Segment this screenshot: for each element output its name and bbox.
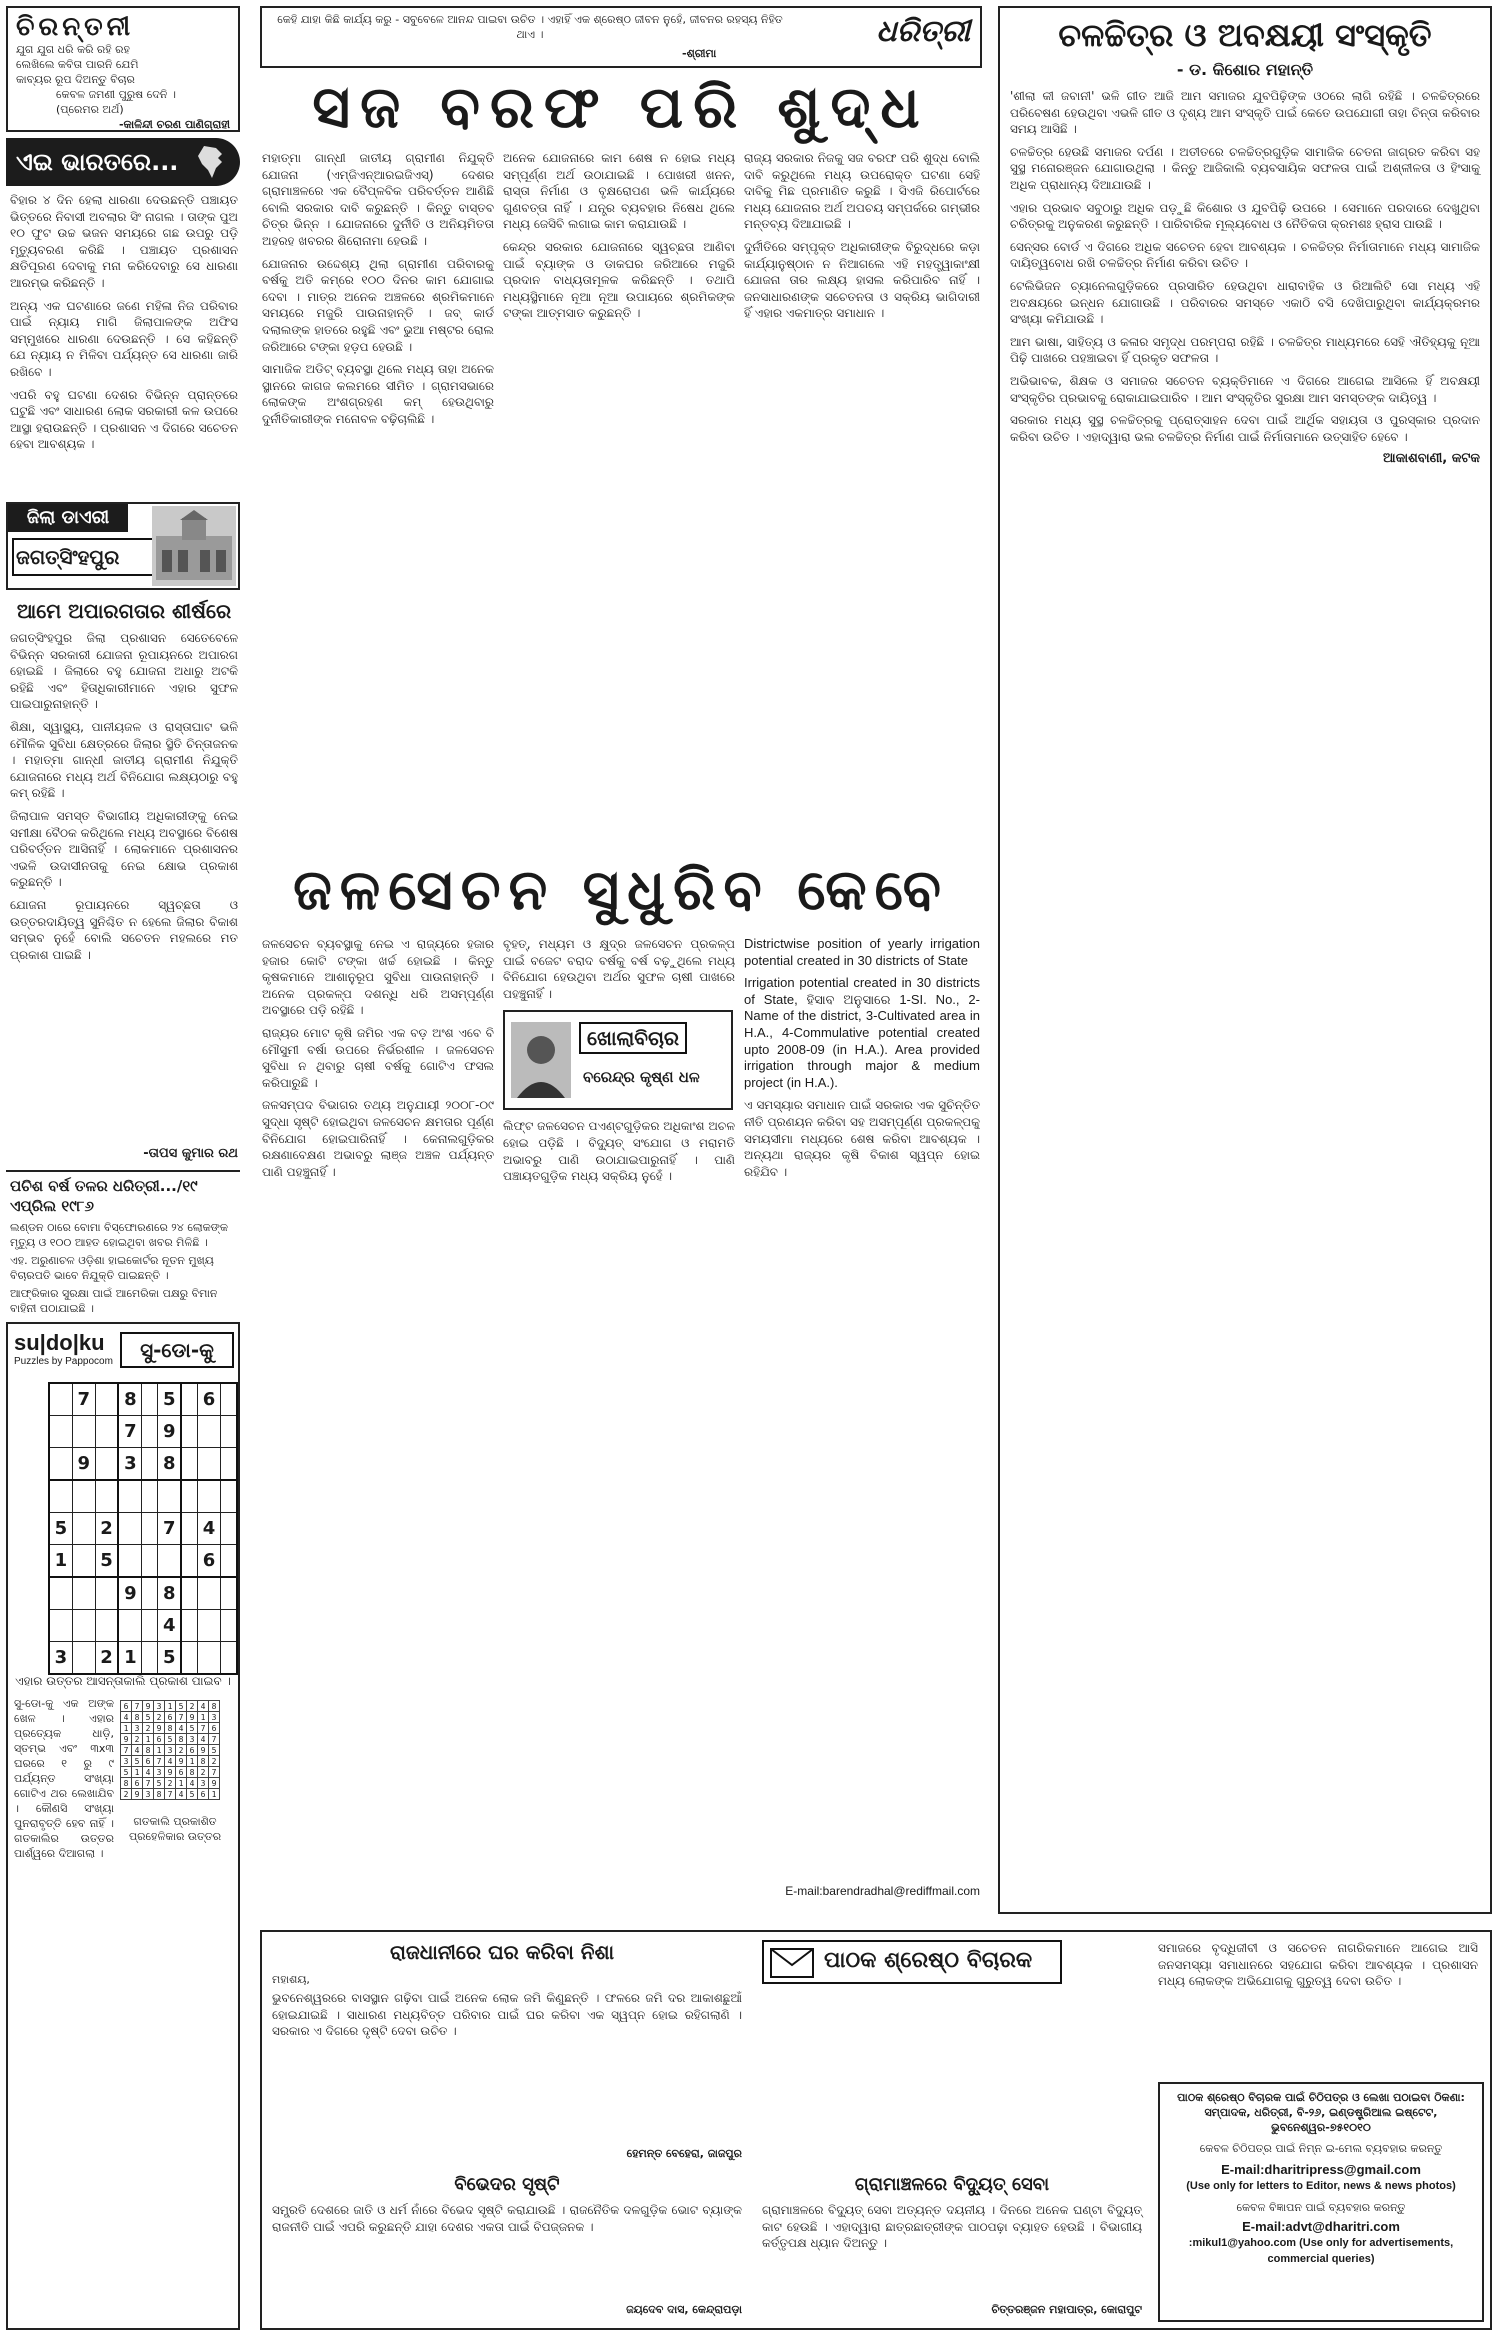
solution-cell: 8	[209, 1701, 220, 1712]
contact-ads-note: କେବଳ ବିଜ୍ଞାପନ ପାଇଁ ବ୍ୟବହାର କରନ୍ତୁ	[1236, 2201, 1406, 2214]
solution-cell: 2	[176, 1745, 187, 1756]
main-col-2	[503, 150, 735, 570]
solution-cell: 8	[154, 1789, 165, 1800]
sudoku-cell	[220, 1577, 237, 1610]
main-col-3	[744, 150, 980, 570]
sudoku-cell	[118, 1545, 141, 1578]
jalasechana-email: E-mail:barendradhal@rediffmail.com	[785, 1884, 980, 1898]
sudoku-title: ସୁ-ଡୋ-କୁ	[120, 1332, 234, 1368]
ei-bharatare-para-2: ଅନ୍ୟ ଏକ ଘଟଣାରେ ଜଣେ ମହିଳା ନିଜ ପରିବାର ପାଇଁ ନ୍ୟାୟ ମାଗି ଜିଲାପାଳଙ୍କ ଅଫିସ ସମ୍ମୁଖରେ ଧାରଣା ଦେଉଛନ୍ତି । ସେ କହିଛନ୍ତି ଯେ ନ୍ୟାୟ ନ ମିଳିବା ପର୍ଯ୍ୟନ୍ତ ସେ ଧାରଣା ଜାରି ରଖିବେ ।	[10, 298, 238, 379]
solution-cell: 8	[165, 1723, 176, 1734]
sudoku-cell	[181, 1513, 197, 1545]
sudoku-logo-sub: Puzzles by Pappocom	[14, 1356, 113, 1367]
sudoku-cell: 5	[49, 1513, 72, 1545]
chalachitra-para-1: 'ଶୀଲା କୀ ଜବାନୀ' ଭଳି ଗୀତ ଆଜି ଆମ ସମାଜର ଯୁବପିଢ଼ିଙ୍କ ଓଠରେ ଲାଗି ରହିଛି । ଚଳଚ୍ଚିତ୍ରରେ ପରିବେଷଣ ହେଉଥିବା ଏଭଳି ଗୀତ ଓ ଦୃଶ୍ୟ ଆମ ସଂସ୍କୃତି ପାଇଁ କେତେ ଉପଯୋଗୀ ତାହା ଚିନ୍ତା କରିବାର ସମୟ ଆସିଛି ।	[1010, 89, 1480, 137]
solution-cell: 1	[209, 1789, 220, 1800]
sudoku-cell: 1	[118, 1642, 141, 1675]
sudoku-caption: ଏହାର ଉତ୍ତର ଆସନ୍ତାକାଲି ପ୍ରକାଶ ପାଇବ ।	[15, 1674, 231, 1688]
sudoku-cell: 2	[95, 1642, 118, 1675]
letter2-author: ଜୟଦେବ ଦାସ, କେନ୍ଦ୍ରାପଡ଼ା	[626, 2303, 742, 2316]
jalasechana-para-3: ଜଳସମ୍ପଦ ବିଭାଗର ତଥ୍ୟ ଅନୁଯାୟୀ ୨୦୦୮-୦୯ ସୁଦ୍ଧା ସୃଷ୍ଟି ହୋଇଥିବା ଜଳସେଚନ କ୍ଷମତାର ପୂର୍ଣ୍ଣ ବିନିଯୋଗ ହୋଇପାରିନାହିଁ । କେନାଲଗୁଡ଼ିକର ରକ୍ଷଣାବେକ୍ଷଣ ଅଭାବରୁ ଲାଞ୍ଜ ଅଞ୍ଚଳ ପର୍ଯ୍ୟନ୍ତ ପାଣି ପହଞ୍ଚୁନାହିଁ ।	[262, 1098, 494, 1179]
solution-cell: 8	[176, 1734, 187, 1745]
sudoku-cell	[181, 1642, 197, 1675]
contact-box	[1158, 2082, 1484, 2322]
sudoku-cell: 3	[49, 1642, 72, 1675]
main-para-2: ଯୋଜନାର ଉଦ୍ଦେଶ୍ୟ ଥିଲା ଗ୍ରାମୀଣ ପରିବାରକୁ ବର୍ଷକୁ ଅତି କମ୍‌ରେ ୧୦୦ ଦିନର କାମ ଯୋଗାଇ ଦେବା । ମାତ୍ର ଅନେକ ଅଞ୍ଚଳରେ ଶ୍ରମିକମାନେ ସମୟରେ ମଜୁରି ପାଉନାହାନ୍ତି । ଜବ୍‌ କାର୍ଡ ଦଲାଲଙ୍କ ହାତରେ ରହୁଛି ଏବଂ ଭୁଆ ମଷ୍ଟର ରୋଲ ଜରିଆରେ ଟଙ୍କା ହଡ଼ପ ହେଉଛି ।	[262, 256, 494, 354]
sudoku-cell	[220, 1383, 237, 1416]
solution-cell: 6	[143, 1756, 154, 1767]
sudoku-cell	[181, 1577, 197, 1610]
letter1-text: ଭୁବନେଶ୍ୱରରେ ବାସସ୍ଥାନ ଗଢ଼ିବା ପାଇଁ ଅନେକ ଲୋକ ଜମି କିଣୁଛନ୍ତି । ଫଳରେ ଜମି ଦର ଆକାଶଛୁଆଁ ହୋଇଯାଇଛି । ସାଧାରଣ ମଧ୍ୟବିତ୍ତ ପରିବାର ପାଇଁ ଘର କରିବା ଏକ ସ୍ୱପ୍ନ ହୋଇ ରହିଗଲାଣି । ସରକାର ଏ ଦିଗରେ ଦୃଷ୍ଟି ଦେବା ଉଚିତ ।	[272, 1991, 742, 2039]
sudoku-row	[49, 1383, 237, 1416]
jalasechana-para-6: ଏ ସମସ୍ୟାର ସମାଧାନ ପାଇଁ ସରକାର ଏକ ସୁଚିନ୍ତିତ ନୀତି ପ୍ରଣୟନ କରିବା ସହ ଅସମ୍ପୂର୍ଣ୍ଣ ପ୍ରକଳ୍ପକୁ ସମୟସୀମା ମଧ୍ୟରେ ଶେଷ କରିବା ଆବଶ୍ୟକ । ଅନ୍ୟଥା ରାଜ୍ୟର କୃଷି ବିକାଶ ସ୍ୱପ୍ନ ହୋଇ ରହିଯିବ ।	[744, 1098, 980, 1179]
sudoku-cell: 6	[198, 1383, 221, 1416]
jalasechana-para-4: ବୃହତ୍‌, ମଧ୍ୟମ ଓ କ୍ଷୁଦ୍ର ଜଳସେଚନ ପ୍ରକଳ୍ପ ପାଇଁ ବଜେଟ ବରାଦ ବର୍ଷକୁ ବର୍ଷ ବଢ଼ୁଥିଲେ ମଧ୍ୟ ବିନିଯୋଗ ହେଉଥିବା ଅର୍ଥର ସୁଫଳ ଚାଷୀ ପାଖରେ ପହଞ୍ଚୁନାହିଁ ।	[503, 937, 735, 1001]
solution-cell: 9	[198, 1745, 209, 1756]
sudoku-cell: 5	[158, 1383, 181, 1416]
sudoku-cell	[158, 1545, 181, 1578]
sudoku-cell	[72, 1513, 95, 1545]
sudoku-cell: 3	[118, 1448, 141, 1481]
solution-cell: 3	[165, 1745, 176, 1756]
jalasechana-col-2	[503, 936, 735, 1566]
solution-cell: 7	[132, 1701, 143, 1712]
solution-cell: 4	[132, 1745, 143, 1756]
ei-bharatare-banner	[6, 138, 240, 186]
sudoku-row	[49, 1610, 237, 1642]
sudoku-cell	[198, 1416, 221, 1448]
solution-row	[121, 1778, 220, 1789]
solution-cell: 3	[198, 1778, 209, 1789]
zilla-diary-body	[10, 630, 238, 1140]
solution-cell: 6	[176, 1767, 187, 1778]
solution-cell: 2	[132, 1734, 143, 1745]
sudoku-cell	[72, 1480, 95, 1513]
byline-label: ଖୋଲାବିଚାର	[579, 1022, 687, 1054]
solution-cell: 6	[187, 1745, 198, 1756]
solution-cell: 9	[165, 1767, 176, 1778]
chirantani-title: ଚିରନ୍ତନୀ	[16, 12, 135, 42]
solution-row	[121, 1767, 220, 1778]
solution-cell: 1	[187, 1756, 198, 1767]
sudoku-cell	[49, 1610, 72, 1642]
chirantani-line-4: କେବଳ ଜମଣୀ ପୁରୁଷ ଦେନି ।	[56, 88, 176, 101]
solution-cell: 7	[198, 1723, 209, 1734]
letter1-title: ରାଜଧାନୀରେ ଘର କରିବା ନିଶା	[389, 1940, 615, 1964]
chalachitra-author: - ଡ. କିଶୋର ମହାନ୍ତି	[1176, 60, 1314, 79]
solution-cell: 9	[143, 1701, 154, 1712]
solution-cell: 7	[209, 1767, 220, 1778]
sudoku-grid	[48, 1382, 238, 1675]
sudoku-cell	[142, 1545, 158, 1578]
sudoku-cell	[142, 1383, 158, 1416]
sudoku-cell: 7	[72, 1383, 95, 1416]
solution-cell: 1	[132, 1767, 143, 1778]
masthead-quote-box	[260, 6, 982, 68]
jalasechana-english-heading: Districtwise position of yearly irrigation potential created in 30 districts of State	[744, 936, 980, 968]
jalasechana-para-2: ରାଜ୍ୟର ମୋଟ କୃଷି ଜମିର ଏକ ବଡ଼ ଅଂଶ ଏବେ ବି ମୌସୁମୀ ବର୍ଷା ଉପରେ ନିର୍ଭରଶୀଳ । ଜଳସେଚନ ସୁବିଧା ନ ଥିବାରୁ ଚାଷୀ ବର୍ଷକୁ ଗୋଟିଏ ଫସଲ କରିପାରୁଛି ।	[262, 1025, 494, 1090]
letter1-salutation: ମହାଶୟ,	[272, 1973, 310, 1986]
sudoku-cell	[181, 1610, 197, 1642]
envelope-icon	[770, 1948, 814, 1978]
solution-cell: 4	[121, 1712, 132, 1723]
sudoku-cell	[72, 1416, 95, 1448]
sudoku-cell	[118, 1610, 141, 1642]
jalasechana-english-quote: Irrigation potential created in 30 districts of State, ହିସାବ ଅନୁସାରେ 1-SI. No., 2-Name of the district, 3-Cultivated area in H.A., 4-Commulative potential created upto 2008-09 (in H.A.). Area provided irrigation through major & medium project (in H.A.).	[744, 975, 980, 1090]
sudoku-cell	[220, 1480, 237, 1513]
main-para-7: ଦୁର୍ନୀତିରେ ସମ୍ପୃକ୍ତ ଅଧିକାରୀଙ୍କ ବିରୁଦ୍ଧରେ କଡ଼ା କାର୍ଯ୍ୟାନୁଷ୍ଠାନ ନ ନିଆଗଲେ ଏହି ମହତ୍ତ୍ୱାକାଂକ୍ଷୀ ଯୋଜନା ତାର ଲକ୍ଷ୍ୟ ହାସଲ କରିପାରିବ ନାହିଁ । ଜନସାଧାରଣଙ୍କ ସଚେତନତା ଓ ସକ୍ରିୟ ଭାଗିଦାରୀ ହିଁ ଏହାର ଏକମାତ୍ର ସମାଧାନ ।	[744, 239, 980, 321]
chalachitra-para-4: ସେନ୍‌ସର ବୋର୍ଡ ଏ ଦିଗରେ ଅଧିକ ସଚେତନ ହେବା ଆବଶ୍ୟକ । ଚଳଚ୍ଚିତ୍ର ନିର୍ମାତାମାନେ ମଧ୍ୟ ସାମାଜିକ ଦାୟିତ୍ୱବୋଧ ରଖି ଚଳଚ୍ଚିତ୍ର ନିର୍ମାଣ କରିବା ଉଚିତ ।	[1010, 239, 1480, 271]
solution-cell: 4	[187, 1778, 198, 1789]
solution-cell: 9	[121, 1734, 132, 1745]
solution-cell: 6	[154, 1734, 165, 1745]
solution-row	[121, 1789, 220, 1800]
sudoku-cell	[142, 1513, 158, 1545]
sudoku-cell	[142, 1480, 158, 1513]
sudoku-cell: 5	[158, 1642, 181, 1675]
solution-cell: 5	[209, 1745, 220, 1756]
letter2-text: ସମ୍ପ୍ରତି ଦେଶରେ ଜାତି ଓ ଧର୍ମ ନାଁରେ ବିଭେଦ ସୃଷ୍ଟି କରାଯାଉଛି । ରାଜନୈତିକ ଦଳଗୁଡ଼ିକ ଭୋଟ ବ୍ୟାଙ୍କ ରାଜନୀତି ପାଇଁ ଏପରି କରୁଛନ୍ତି ଯାହା ଦେଶର ଏକତା ପାଇଁ ବିପଜ୍ଜନକ ।	[272, 2203, 742, 2234]
sudoku-cell: 8	[158, 1448, 181, 1481]
zilla-diary-district: ଜଗତ୍‌ସିଂହପୁର	[12, 538, 160, 576]
sudoku-cell	[181, 1383, 197, 1416]
letter3-author: ଚିତ୍ତରଞ୍ଜନ ମହାପାତ୍ର, କୋରାପୁଟ	[991, 2303, 1142, 2316]
masthead-quote-author: -ଶ୍ରୀମା	[682, 47, 717, 60]
solution-cell: 5	[176, 1701, 187, 1712]
zilla-diary-para-2: ଶିକ୍ଷା, ସ୍ୱାସ୍ଥ୍ୟ, ପାନୀୟଜଳ ଓ ରାସ୍ତାଘାଟ ଭଳି ମୌଳିକ ସୁବିଧା କ୍ଷେତ୍ରରେ ଜିଲାର ସ୍ଥିତି ଚିନ୍ତାଜନକ । ମହାତ୍ମା ଗାନ୍ଧୀ ଜାତୀୟ ଗ୍ରାମୀଣ ନିଯୁକ୍ତି ଯୋଜନାରେ ମଧ୍ୟ ଅର୍ଥ ବିନିଯୋଗ ଲକ୍ଷ୍ୟଠାରୁ ବହୁ କମ୍‌ ରହିଛି ।	[10, 719, 238, 801]
solution-cell: 4	[165, 1756, 176, 1767]
sudoku-cell: 1	[49, 1545, 72, 1578]
chirantani-line-2: ଲେଖିଲେ କବିତା ପାରନି ଯେମି	[16, 58, 139, 71]
sudoku-cell	[72, 1610, 95, 1642]
zilla-diary-author: -ତାପସ କୁମାର ରଥ	[143, 1146, 238, 1161]
contact-email-1[interactable]: E-mail:dharitripress@gmail.com	[1221, 2162, 1421, 2177]
zilla-diary-label: ଜିଲା ଡାଏରୀ	[8, 504, 128, 532]
solution-cell: 5	[154, 1778, 165, 1789]
jalasechana-para-5: ଲିଫ୍ଟ ଜଳସେଚନ ପଏଣ୍ଟଗୁଡ଼ିକର ଅଧିକାଂଶ ଅଚଳ ହୋଇ ପଡ଼ିଛି । ବିଦ୍ୟୁତ୍‌ ସଂଯୋଗ ଓ ମରାମତି ଅଭାବରୁ ପାଣି ଉଠାଯାଇପାରୁନାହିଁ । ପାଣି ପଞ୍ଚାୟତଗୁଡ଼ିକ ମଧ୍ୟ ସକ୍ରିୟ ନୁହେଁ ।	[503, 1119, 735, 1184]
solution-cell: 3	[187, 1734, 198, 1745]
solution-cell: 6	[165, 1712, 176, 1723]
solution-cell: 1	[198, 1712, 209, 1723]
sudoku-cell: 5	[95, 1545, 118, 1578]
sudoku-cell	[49, 1383, 72, 1416]
chirantani-line-3: କାବ୍ୟର ରୂପ ଦିଅନ୍ତୁ ବିଚାର	[16, 73, 135, 86]
sudoku-cell	[198, 1577, 221, 1610]
contact-email-note: କେବଳ ଚିଠିପତ୍ର ପାଇଁ ନିମ୍ନ ଇ-ମେଲ ବ୍ୟବହାର କରନ୍ତୁ	[1199, 2142, 1443, 2155]
sudoku-cell: 7	[158, 1513, 181, 1545]
main-para-5: କେନ୍ଦ୍ର ସରକାର ଯୋଜନାରେ ସ୍ୱଚ୍ଛତା ଆଣିବା ପାଇଁ ବ୍ୟାଙ୍କ ଓ ଡାକଘର ଜରିଆରେ ମଜୁରି ପ୍ରଦାନ ବାଧ୍ୟତାମୂଳକ କରିଛନ୍ତି । ତଥାପି ମଧ୍ୟସ୍ଥିମାନେ ନୂଆ ନୂଆ ଉପାୟରେ ଶ୍ରମିକଙ୍କ ଟଙ୍କା ଆତ୍ମସାତ କରୁଛନ୍ତି ।	[503, 239, 735, 321]
solution-cell: 2	[198, 1767, 209, 1778]
sudoku-cell	[198, 1448, 221, 1481]
sudoku-cell: 4	[158, 1610, 181, 1642]
sudoku-cell	[220, 1513, 237, 1545]
solution-cell: 4	[198, 1734, 209, 1745]
sudoku-cell	[95, 1480, 118, 1513]
chalachitra-box	[998, 6, 1492, 1914]
sudoku-cell: 8	[118, 1383, 141, 1416]
pachisha-item-1: ଲଣ୍ଡନ ଠାରେ ବୋମା ବିସ୍ଫୋରଣରେ ୨୪ ଲୋକଙ୍କ ମୃତ୍ୟୁ ଓ ୧୦୦ ଆହତ ହୋଇଥିବା ଖବର ମିଳିଛି ।	[10, 1221, 228, 1249]
pachisha-item-3: ଆଫ୍ରିକାର ସୁରକ୍ଷା ପାଇଁ ଆମେରିକା ପକ୍ଷରୁ ବିମାନ ବାହିନୀ ପଠାଯାଇଛି ।	[10, 1287, 218, 1315]
chirantani-line-1: ଯୁଗ ଯୁଗ ଧରି କରି ରହି ରହ	[16, 43, 130, 56]
contact-email-1-note: (Use only for letters to Editor, news & news photos)	[1186, 2180, 1456, 2192]
solution-cell: 6	[121, 1701, 132, 1712]
chalachitra-para-3: ଏହାର ପ୍ରଭାବ ସବୁଠାରୁ ଅଧିକ ପଡ଼ୁଛି କିଶୋର ଓ ଯୁବପିଢ଼ି ଉପରେ । ସେମାନେ ପରଦାରେ ଦେଖୁଥିବା ଚରିତ୍ରକୁ ଅନୁକରଣ କରୁଛନ୍ତି । ପାରିବାରିକ ମୂଲ୍ୟବୋଧ ଓ ନୈତିକତା କ୍ରମଶଃ ହ୍ରାସ ପାଉଛି ।	[1010, 200, 1480, 232]
letters-box	[260, 1930, 1492, 2330]
letter3-title: ଗ୍ରାମାଞ୍ଚଳରେ ବିଦ୍ୟୁତ୍‌ ସେବା	[854, 2174, 1050, 2195]
sudoku-cell	[181, 1448, 197, 1481]
sudoku-cell	[158, 1480, 181, 1513]
sudoku-cell	[49, 1448, 72, 1481]
solution-row	[121, 1712, 220, 1723]
chalachitra-para-8: ସରକାର ମଧ୍ୟ ସୁସ୍ଥ ଚଳଚ୍ଚିତ୍ରକୁ ପ୍ରୋତ୍ସାହନ ଦେବା ପାଇଁ ଆର୍ଥିକ ସହାୟତା ଓ ପୁରସ୍କାର ପ୍ରଦାନ କରିବା ଉଚିତ । ଏହାଦ୍ୱାରା ଭଲ ଚଳଚ୍ଚିତ୍ର ନିର୍ମାଣ ପାଇଁ ନିର୍ମାତାମାନେ ଉତ୍ସାହିତ ହେବେ ।	[1010, 413, 1480, 444]
solution-cell: 8	[187, 1767, 198, 1778]
sudoku-row	[49, 1513, 237, 1545]
solution-cell: 2	[143, 1723, 154, 1734]
sudoku-box	[6, 1322, 240, 2330]
sudoku-cell: 4	[198, 1513, 221, 1545]
sudoku-cell	[181, 1416, 197, 1448]
sudoku-cell	[142, 1577, 158, 1610]
solution-cell: 1	[121, 1723, 132, 1734]
solution-cell: 2	[209, 1756, 220, 1767]
letter1-author: ହେମନ୍ତ ବେହେରା, ଜାଜପୁର	[626, 2147, 742, 2160]
sudoku-cell	[118, 1513, 141, 1545]
sudoku-cell	[220, 1416, 237, 1448]
letters-header	[762, 1940, 1062, 1984]
dharitri-logo: ଧରିତ୍ରୀ	[876, 14, 970, 49]
solution-cell: 9	[154, 1723, 165, 1734]
solution-cell: 7	[176, 1712, 187, 1723]
sudoku-cell	[49, 1416, 72, 1448]
sudoku-cell	[95, 1577, 118, 1610]
letter2-title: ବିଭେଦର ସୃଷ୍ଟି	[454, 2174, 560, 2195]
sudoku-cell	[95, 1610, 118, 1642]
main-para-3: ସାମାଜିକ ଅଡିଟ୍‌ ବ୍ୟବସ୍ଥା ଥିଲେ ମଧ୍ୟ ତାହା ଅନେକ ସ୍ଥାନରେ କାଗଜ କଲମରେ ସୀମିତ । ଗ୍ରାମସଭାରେ ଲୋକଙ୍କ ଅଂଶଗ୍ରହଣ କମ୍‌ ହେଉଥିବାରୁ ଦୁର୍ନୀତିକାରୀଙ୍କ ମନୋବଳ ବଢ଼ିଚାଲିଛି ।	[262, 362, 494, 426]
sudoku-row	[49, 1448, 237, 1481]
sudoku-cell	[72, 1577, 95, 1610]
sudoku-cell	[142, 1416, 158, 1448]
solution-cell: 8	[121, 1778, 132, 1789]
sudoku-logo-text: su|do|ku	[14, 1330, 105, 1355]
solution-cell: 1	[143, 1734, 154, 1745]
chirantani-box	[6, 6, 240, 132]
sudoku-rules: ସୁ-ଡୋ-କୁ ଏକ ଅଙ୍କ ଖେଳ । ଏହାର ପ୍ରତ୍ୟେକ ଧାଡ଼ି, ସ୍ତମ୍ଭ ଏବଂ ୩x୩ ଘରରେ ୧ ରୁ ୯ ପର୍ଯ୍ୟନ୍ତ ସଂଖ୍ୟା ଗୋଟିଏ ଥର ଲେଖାଯିବ । କୌଣସି ସଂଖ୍ୟା ପୁନରାବୃତ୍ତି ହେବ ନାହିଁ । ଗତକାଲିର ଉତ୍ତର ପାର୍ଶ୍ୱରେ ଦିଆଗଲା ।	[14, 1697, 114, 1860]
sudoku-cell	[142, 1642, 158, 1675]
jalasechana-col-1	[262, 936, 494, 1566]
sudoku-cell	[95, 1416, 118, 1448]
solution-row	[121, 1745, 220, 1756]
sudoku-cell	[118, 1480, 141, 1513]
zilla-diary-para-3: ଜିଲାପାଳ ସମସ୍ତ ବିଭାଗୀୟ ଅଧିକାରୀଙ୍କୁ ନେଇ ସମୀକ୍ଷା ବୈଠକ କରିଥିଲେ ମଧ୍ୟ ଅବସ୍ଥାରେ ବିଶେଷ ପରିବର୍ତ୍ତନ ଆସିନାହିଁ । ଲୋକମାନେ ପ୍ରଶାସନର ଏଭଳି ଉଦାସୀନତାକୁ ନେଇ କ୍ଷୋଭ ପ୍ରକାଶ କରୁଛନ୍ତି ।	[10, 808, 238, 890]
sudoku-solution-grid	[120, 1700, 220, 1800]
chirantani-line-5: (ପ୍ରେମର ଅର୍ଥ)	[56, 103, 124, 116]
sudoku-cell	[49, 1480, 72, 1513]
solution-cell: 5	[165, 1734, 176, 1745]
solution-cell: 1	[165, 1701, 176, 1712]
zilla-diary-headline: ଆମେ ଅପାରଗତାର ଶୀର୍ଷରେ	[16, 599, 232, 623]
author-photo	[511, 1022, 571, 1098]
solution-cell: 7	[154, 1756, 165, 1767]
solution-cell: 8	[143, 1745, 154, 1756]
letters-header-label: ପାଠକ ଶ୍ରେଷ୍ଠ ବିଚାରକ	[824, 1948, 1033, 1973]
sudoku-cell	[49, 1577, 72, 1610]
solution-cell: 5	[121, 1767, 132, 1778]
solution-cell: 4	[176, 1723, 187, 1734]
solution-cell: 5	[132, 1756, 143, 1767]
ei-bharatare-body	[10, 192, 238, 498]
sudoku-cell	[181, 1545, 197, 1578]
solution-cell: 6	[132, 1778, 143, 1789]
sudoku-cell: 9	[118, 1577, 141, 1610]
sudoku-cell	[198, 1480, 221, 1513]
solution-cell: 9	[187, 1712, 198, 1723]
solution-cell: 5	[143, 1712, 154, 1723]
sudoku-cell	[198, 1642, 221, 1675]
sudoku-cell	[72, 1545, 95, 1578]
sudoku-cell	[220, 1545, 237, 1578]
sudoku-footer: ଗତକାଲି ପ୍ରକାଶିତ ପ୍ରହେଳିକାର ଉତ୍ତର	[128, 1815, 222, 1843]
byline-name: ବରେନ୍ଦ୍ର କୃଷ୍ଣ ଧଳ	[583, 1068, 700, 1087]
ei-bharatare-title: ଏଇ ଭାରତରେ...	[16, 148, 179, 176]
sudoku-cell	[198, 1610, 221, 1642]
solution-row	[121, 1723, 220, 1734]
solution-cell: 5	[187, 1789, 198, 1800]
chalachitra-para-2: ଚଳଚ୍ଚିତ୍ର ହେଉଛି ସମାଜର ଦର୍ପଣ । ଅତୀତରେ ଚଳଚ୍ଚିତ୍ରଗୁଡ଼ିକ ସାମାଜିକ ଚେତନା ଜାଗ୍ରତ କରିବା ସହ ସୁସ୍ଥ ମନୋରଞ୍ଜନ ଯୋଗାଉଥିଲା । କିନ୍ତୁ ଆଜିକାଲି ବ୍ୟବସାୟିକ ସଫଳତା ପାଇଁ ଅଶ୍ଳୀଳତା ଓ ହିଂସାକୁ ଅଧିକ ପ୍ରାଧାନ୍ୟ ଦିଆଯାଉଛି ।	[1010, 144, 1480, 192]
pachisha-box	[6, 1170, 240, 1316]
letter3-text: ଗ୍ରାମାଞ୍ଚଳରେ ବିଦ୍ୟୁତ୍‌ ସେବା ଅତ୍ୟନ୍ତ ଦୟନୀୟ । ଦିନରେ ଅନେକ ଘଣ୍ଟା ବିଦ୍ୟୁତ୍‌ କାଟ ହେଉଛି । ଏହାଦ୍ୱାରା ଛାତ୍ରଛାତ୍ରୀଙ୍କ ପାଠପଢ଼ା ବ୍ୟାହତ ହେଉଛି । ବିଭାଗୀୟ କର୍ତ୍ତୃପକ୍ଷ ଧ୍ୟାନ ଦିଅନ୍ତୁ ।	[762, 2203, 1142, 2251]
zilla-diary-para-1: ଜଗତ୍‌ସିଂହପୁର ଜିଲା ପ୍ରଶାସନ ସେତେବେଳେ ବିଭିନ୍ନ ସରକାରୀ ଯୋଜନା ରୂପାୟନରେ ଅପାରଗ ହୋଇଛି । ଜିଲାରେ ବହୁ ଯୋଜନା ଅଧାରୁ ଅଟକି ରହିଛି ଏବଂ ହିତାଧିକାରୀମାନେ ଏହାର ସୁଫଳ ପାଇପାରୁନାହାନ୍ତି ।	[10, 631, 238, 712]
sudoku-row	[49, 1545, 237, 1578]
contact-email-2[interactable]: E-mail:advt@dharitri.com	[1242, 2219, 1400, 2234]
main-para-1: ମହାତ୍ମା ଗାନ୍ଧୀ ଜାତୀୟ ଗ୍ରାମୀଣ ନିଯୁକ୍ତି ଯୋଜନା (ଏମ୍‌ଜିଏନ୍‌ଆରଇଜିଏସ୍‌) ଦେଶର ଗ୍ରାମାଞ୍ଚଳରେ ଏକ ବୈପ୍ଳବିକ ପରିବର୍ତ୍ତନ ଆଣିଛି ବୋଲି ସରକାର ଦାବି କରୁଛନ୍ତି । କିନ୍ତୁ ବାସ୍ତବ ଚିତ୍ର ଭିନ୍ନ । ଯୋଜନାରେ ଦୁର୍ନୀତି ଓ ଅନିୟମିତତା ଅହରହ ଖବରର ଶିରୋନାମା ହେଉଛି ।	[262, 151, 494, 248]
sudoku-cell	[181, 1480, 197, 1513]
solution-cell: 9	[209, 1778, 220, 1789]
sudoku-row	[49, 1577, 237, 1610]
building-photo	[152, 506, 236, 586]
ei-bharatare-para-1: ବିହାର ୪ ଦିନ ହେଲା ଧାରଣା ଦେଉଛନ୍ତି ପଞ୍ଚାୟତ ଭିତ୍ତରେ ନିବାସୀ ଅବଲାର ସିଂ ନାଗଲ । ତାଙ୍କ ପୁଅ ୧୦ ଫୁଟ ଉଚ୍ଚ ଭଜନ ସମୟରେ ଗଛ ଉପରୁ ପଡ଼ି ମୃତ୍ୟୁବରଣ କରିଛି । ପଞ୍ଚାୟତ ପ୍ରଶାସନ କ୍ଷତିପୂରଣ ଦେବାକୁ ମନା କରିଦେବାରୁ ସେ ଧାରଣା ଆରମ୍ଭ କରିଛନ୍ତି ।	[10, 193, 238, 290]
main-col-1	[262, 150, 494, 570]
sudoku-cell	[142, 1448, 158, 1481]
pachisha-title: ପଚିଶ ବର୍ଷ ତଳର ଧରିତ୍ରୀ.../୧୯ ଏପ୍ରିଲ ୧୯୮୬	[10, 1177, 198, 1215]
zilla-diary-para-4: ଯୋଜନା ରୂପାୟନରେ ସ୍ୱଚ୍ଛତା ଓ ଉତ୍ତରଦାୟିତ୍ୱ ସୁନିଶ୍ଚିତ ନ ହେଲେ ଜିଲାର ବିକାଶ ସମ୍ଭବ ନୁହେଁ ବୋଲି ସଚେତନ ମହଲରେ ମତ ପ୍ରକାଶ ପାଇଛି ।	[10, 897, 238, 962]
solution-cell: 3	[154, 1701, 165, 1712]
solution-cell: 3	[154, 1767, 165, 1778]
pachisha-item-2: ଏହ. ଅରୁଣାଚଳ ଓଡ଼ିଶା ହାଇକୋର୍ଟର ନୂତନ ମୁଖ୍ୟ ବିଚାରପତି ଭାବେ ନିଯୁକ୍ତି ପାଇଛନ୍ତି ।	[10, 1254, 214, 1282]
solution-cell: 6	[209, 1723, 220, 1734]
india-map-icon	[192, 142, 232, 182]
jalasechana-headline: ଜଳସେଚନ ସୁଧୁରିବ କେବେ	[293, 858, 949, 923]
solution-cell: 3	[121, 1756, 132, 1767]
solution-cell: 2	[121, 1789, 132, 1800]
sudoku-cell: 6	[198, 1545, 221, 1578]
jalasechana-para-1: ଜଳସେଚନ ବ୍ୟବସ୍ଥାକୁ ନେଇ ଏ ରାଜ୍ୟରେ ହଜାର ହଜାର କୋଟି ଟଙ୍କା ଖର୍ଚ୍ଚ ହୋଇଛି । କିନ୍ତୁ କୃଷକମାନେ ଆଶାନୁରୂପ ସୁବିଧା ପାଉନାହାନ୍ତି । ଅନେକ ପ୍ରକଳ୍ପ ଦଶନ୍ଧି ଧରି ଅସମ୍ପୂର୍ଣ୍ଣ ଅବସ୍ଥାରେ ପଡ଼ି ରହିଛି ।	[262, 937, 494, 1018]
chalachitra-para-5: ଟେଲିଭିଜନ ଚ୍ୟାନେଲଗୁଡ଼ିକରେ ପ୍ରସାରିତ ହେଉଥିବା ଧାରାବାହିକ ଓ ରିଆଲିଟି ସୋ ମଧ୍ୟ ଏହି ଅବକ୍ଷୟରେ ଇନ୍ଧନ ଯୋଗାଉଛି । ପରିବାରର ସମସ୍ତେ ଏକାଠି ବସି ଦେଖିପାରୁଥିବା କାର୍ଯ୍ୟକ୍ରମର ସଂଖ୍ୟା କମିଯାଉଛି ।	[1010, 278, 1480, 327]
solution-cell: 3	[132, 1723, 143, 1734]
solution-cell: 9	[132, 1789, 143, 1800]
solution-cell: 5	[187, 1723, 198, 1734]
solution-cell: 4	[198, 1701, 209, 1712]
jalasechana-col-3	[744, 936, 980, 1566]
sudoku-row	[49, 1416, 237, 1448]
solution-cell: 7	[143, 1778, 154, 1789]
sudoku-cell: 8	[158, 1577, 181, 1610]
sudoku-cell	[142, 1610, 158, 1642]
sudoku-cell	[220, 1642, 237, 1675]
solution-cell: 7	[165, 1789, 176, 1800]
main-para-6: ରାଜ୍ୟ ସରକାର ନିଜକୁ ସଜ ବରଫ ପରି ଶୁଦ୍ଧ ବୋଲି ଦାବି କରୁଥିଲେ ମଧ୍ୟ ଉପରୋକ୍ତ ଘଟଣା ସେହି ଦାବିକୁ ମିଛ ପ୍ରମାଣିତ କରୁଛି । ସିଏଜି ରିପୋର୍ଟରେ ମଧ୍ୟ ଯୋଜନାର ଅର୍ଥ ଅପଚୟ ସମ୍ପର୍କରେ ଗମ୍ଭୀର ମନ୍ତବ୍ୟ ଦିଆଯାଇଛି ।	[744, 151, 980, 232]
chalachitra-para-7: ଅଭିଭାବକ, ଶିକ୍ଷକ ଓ ସମାଜର ସଚେତନ ବ୍ୟକ୍ତିମାନେ ଏ ଦିଗରେ ଆଗେଇ ଆସିଲେ ହିଁ ଅବକ୍ଷୟୀ ସଂସ୍କୃତିର ପ୍ରଭାବକୁ ରୋକାଯାଇପାରିବ । ଆମ ସଂସ୍କୃତିର ସୁରକ୍ଷା ଆମ ସମସ୍ତଙ୍କ ଦାୟିତ୍ୱ ।	[1010, 373, 1480, 405]
main-para-4: ଅନେକ ଯୋଜନାରେ କାମ ଶେଷ ନ ହୋଇ ମଧ୍ୟ ସମ୍ପୂର୍ଣ୍ଣ ଅର୍ଥ ଉଠାଯାଇଛି । ପୋଖରୀ ଖନନ, ରାସ୍ତା ନିର୍ମାଣ ଓ ବୃକ୍ଷରୋପଣ ଭଳି କାର୍ଯ୍ୟରେ ଗୁଣବତ୍ତା ନାହିଁ । ଯନ୍ତ୍ର ବ୍ୟବହାର ନିଷେଧ ଥିଲେ ମଧ୍ୟ ଜେସିବି ଲଗାଇ କାମ କରାଯାଉଛି ।	[503, 151, 735, 232]
solution-cell: 3	[209, 1712, 220, 1723]
solution-cell: 9	[176, 1756, 187, 1767]
contact-intro: ପାଠକ ଶ୍ରେଷ୍ଠ ବିଚାରକ ପାଇଁ ଚିଠିପତ୍ର ଓ ଲେଖା ପଠାଇବା ଠିକଣା: ସମ୍ପାଦକ, ଧରିତ୍ରୀ, ବି-୨୬, ଇଣ୍ଡଷ୍ଟ୍ରିଆଲ ଇଷ୍ଟେଟ, ଭୁବନେଶ୍ୱର-୭୫୧୦୧୦	[1177, 2091, 1465, 2134]
sudoku-cell	[72, 1642, 95, 1675]
chirantani-author: -କାଳିନ୍ଦୀ ଚରଣ ପାଣିଗ୍ରାହୀ	[118, 118, 230, 131]
main-headline: ସଜ ବରଫ ପରି ଶୁଦ୍ଧ	[312, 73, 930, 141]
chalachitra-para-6: ଆମ ଭାଷା, ସାହିତ୍ୟ ଓ କଳାର ସମୃଦ୍ଧ ପରମ୍ପରା ରହିଛି । ଚଳଚ୍ଚିତ୍ର ମାଧ୍ୟମରେ ସେହି ଐତିହ୍ୟକୁ ନୂଆ ପିଢ଼ି ପାଖରେ ପହଞ୍ଚାଇବା ହିଁ ପ୍ରକୃତ ସଫଳତା ।	[1010, 334, 1480, 366]
solution-cell: 2	[154, 1712, 165, 1723]
solution-cell: 1	[154, 1745, 165, 1756]
byline-box	[503, 1010, 733, 1110]
sudoku-logo	[14, 1330, 113, 1367]
solution-cell: 4	[176, 1789, 187, 1800]
contact-email-3[interactable]: :mikul1@yahoo.com (Use only for advertisements, commercial queries)	[1188, 2237, 1454, 2265]
sudoku-cell: 2	[95, 1513, 118, 1545]
solution-cell: 3	[143, 1789, 154, 1800]
solution-cell: 4	[143, 1767, 154, 1778]
sudoku-cell	[220, 1610, 237, 1642]
chalachitra-signoff: ଆକାଶବାଣୀ, କଟକ	[1382, 451, 1480, 467]
sudoku-cell: 9	[72, 1448, 95, 1481]
chalachitra-title: ଚଳଚ୍ଚିତ୍ର ଓ ଅବକ୍ଷୟୀ ସଂସ୍କୃତି	[1058, 16, 1432, 54]
solution-cell: 7	[121, 1745, 132, 1756]
solution-row	[121, 1734, 220, 1745]
solution-cell: 6	[198, 1789, 209, 1800]
solution-cell: 8	[132, 1712, 143, 1723]
solution-row	[121, 1756, 220, 1767]
ei-bharatare-para-3: ଏପରି ବହୁ ଘଟଣା ଦେଶର ବିଭିନ୍ନ ପ୍ରାନ୍ତରେ ଘଟୁଛି ଏବଂ ସାଧାରଣ ଲୋକ ସରକାରୀ କଳ ଉପରେ ଆସ୍ଥା ହରାଉଛନ୍ତି । ପ୍ରଶାସନ ଏ ଦିଗରେ ସଚେତନ ହେବା ଆବଶ୍ୟକ ।	[10, 387, 238, 452]
sudoku-cell: 9	[158, 1416, 181, 1448]
solution-cell: 8	[198, 1756, 209, 1767]
solution-cell: 1	[176, 1778, 187, 1789]
zilla-diary-banner	[6, 502, 240, 590]
letter4-text: ସମାଜରେ ବୃଦ୍ଧିଜୀବୀ ଓ ସଚେତନ ନାଗରିକମାନେ ଆଗେଇ ଆସି ଜନସମସ୍ୟା ସମାଧାନରେ ସହଯୋଗ କରିବା ଆବଶ୍ୟକ । ପ୍ରଶାସନ ମଧ୍ୟ ଲୋକଙ୍କ ଅଭିଯୋଗକୁ ଗୁରୁତ୍ୱ ଦେବା ଉଚିତ ।	[1158, 1941, 1478, 1989]
solution-cell: 7	[209, 1734, 220, 1745]
sudoku-cell	[220, 1448, 237, 1481]
sudoku-row	[49, 1642, 237, 1675]
masthead-quote: କେହି ଯାହା କିଛି କାର୍ଯ୍ୟ କରୁ - ସବୁବେଳେ ଆନନ୍ଦ ପାଇବା ଉଚିତ । ଏହାହିଁ ଏକ ଶ୍ରେଷ୍ଠ ଜୀବନ ନୁହେଁ, ଜୀବନର ରହସ୍ୟ ନିହିତ ଥାଏ ।	[277, 13, 783, 41]
sudoku-cell: 7	[118, 1416, 141, 1448]
sudoku-row	[49, 1480, 237, 1513]
solution-cell: 2	[187, 1701, 198, 1712]
solution-cell: 2	[165, 1778, 176, 1789]
solution-row	[121, 1701, 220, 1712]
sudoku-cell	[95, 1448, 118, 1481]
sudoku-cell	[95, 1383, 118, 1416]
